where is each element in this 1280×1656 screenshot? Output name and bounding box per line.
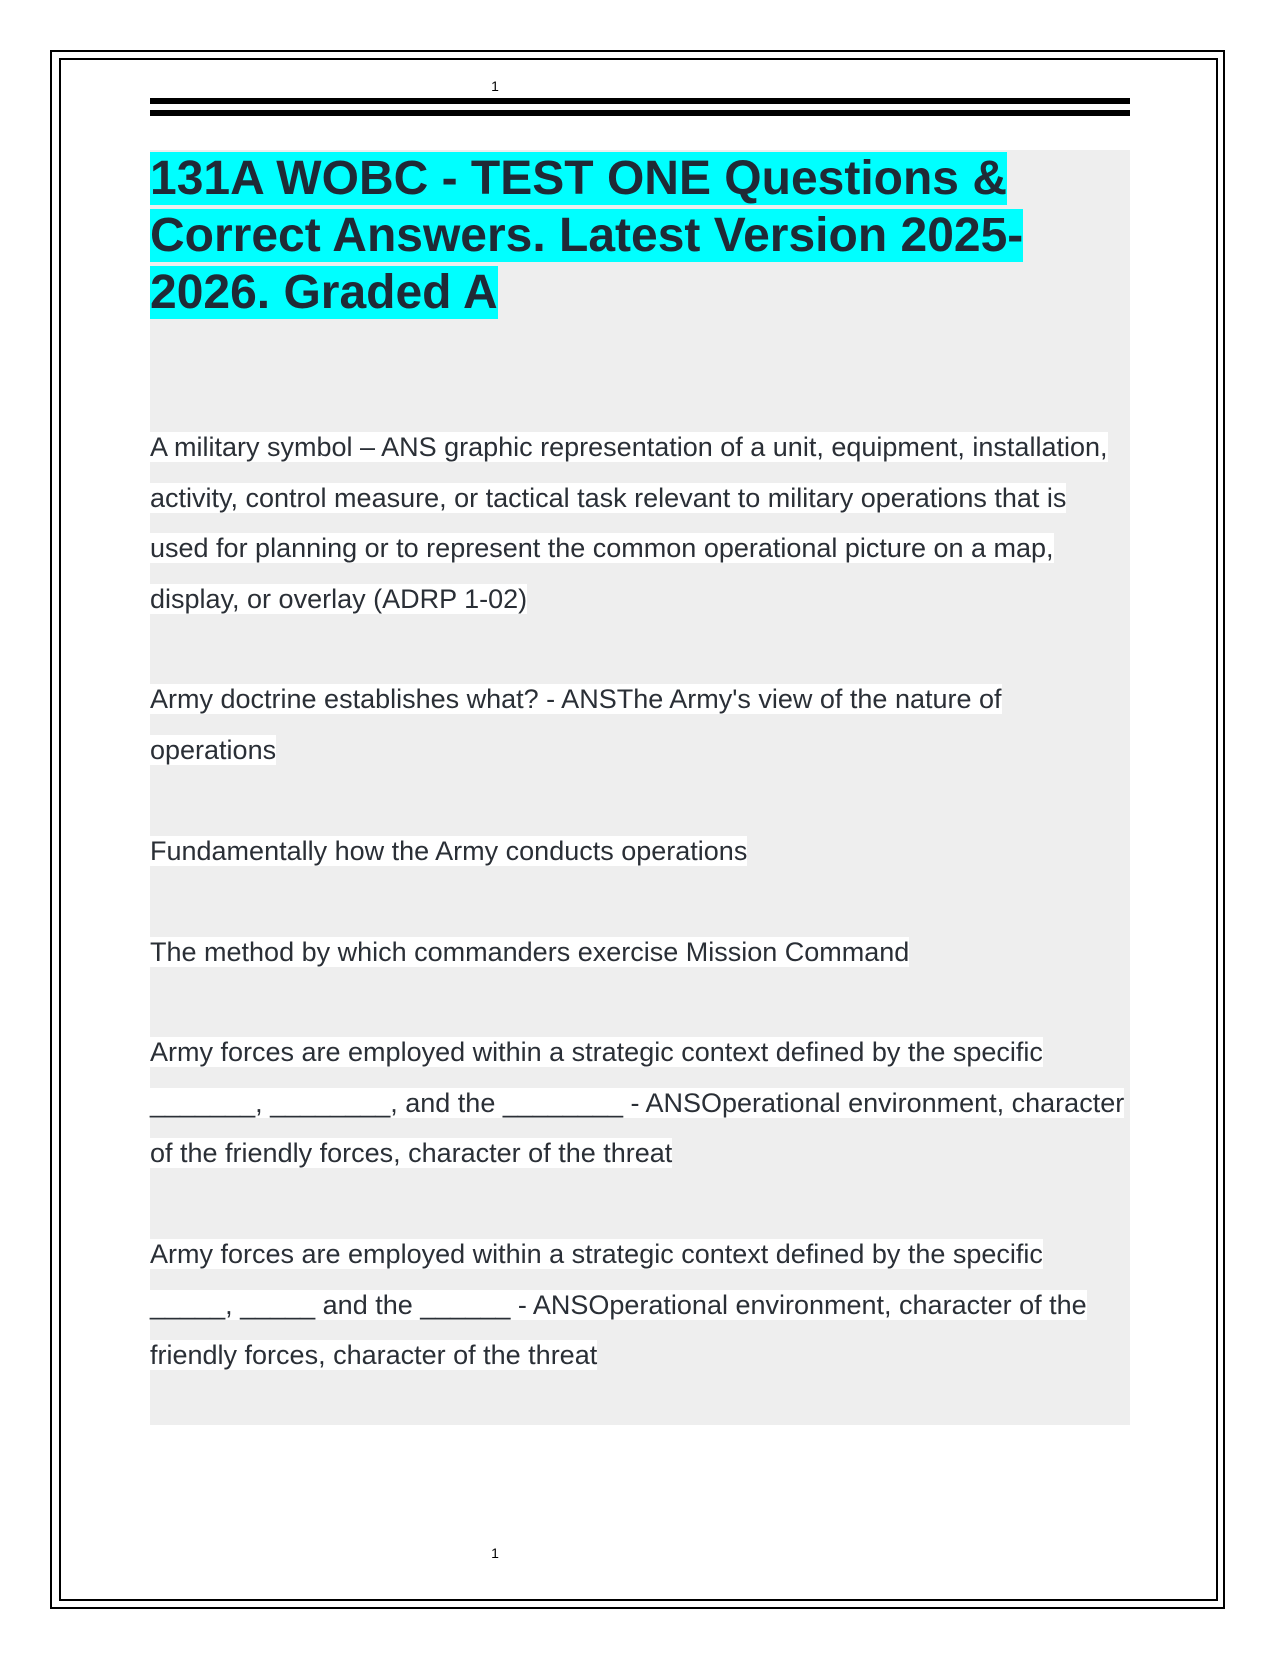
paragraph-text: A military symbol – ANS graphic representation of a unit, equipment, installation, activity, control measure, or tactical task relevant to military operations that is used for planning or to represent the common operational picture on a map, display, or overlay (ADRP 1-02) [150,432,1108,614]
document-title-text: 131A WOBC - TEST ONE Questions & Correct Answers. Latest Version 2025-2026. Graded A [150,152,1024,319]
paragraph-text: Army forces are employed within a strategic context defined by the specific _____, _____ and the ______ - ANSOperational environment, character of the friendly forces, character of the threat [150,1239,1087,1370]
paragraph-army-doctrine [150,674,1130,775]
document-title [150,150,1130,321]
paragraph-fundamentally [150,826,1130,877]
header-page-number: 1 [491,78,499,94]
paragraph-strategic-context-2 [150,1229,1130,1381]
paragraph-text: Fundamentally how the Army conducts operations [150,836,748,866]
document-body [150,150,1130,1425]
paragraph-text: Army doctrine establishes what? - ANSThe Army's view of the nature of operations [150,684,1002,765]
paragraph-strategic-context-1 [150,1027,1130,1179]
paragraph-text: The method by which commanders exercise Mission Command [150,937,910,967]
paragraph-mission-command [150,927,1130,978]
header-rule-bottom [150,110,1130,116]
paragraph-military-symbol [150,422,1130,624]
header-rule-top [150,98,1130,104]
footer-page-number: 1 [491,1545,499,1561]
paragraph-text: Army forces are employed within a strategic context defined by the specific _______, ________, and the ________ - ANSOperational environment, character of the friendly forces, character of the threat [150,1037,1125,1168]
